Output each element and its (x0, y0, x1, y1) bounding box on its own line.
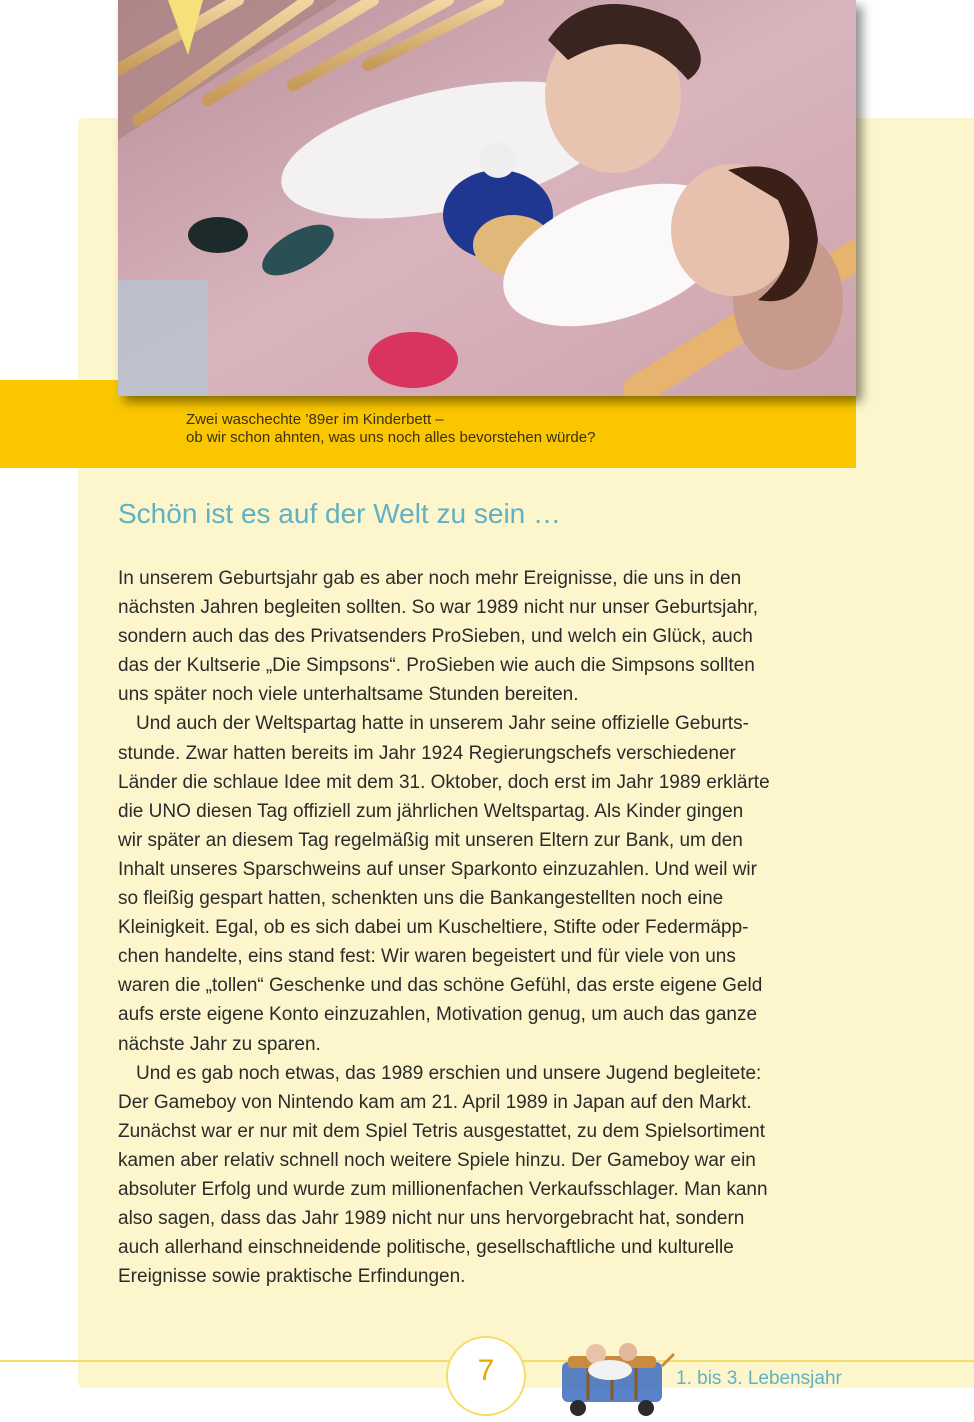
text-line: chen handelte, eins stand fest: Wir waren begeistert und für viele von uns (118, 946, 736, 968)
text-line: In unserem Geburtsjahr gab es aber noch mehr Ereignisse, die uns in den (118, 568, 742, 589)
paragraph (118, 709, 858, 1058)
article-body (118, 564, 858, 1291)
text-line: Und es gab noch etwas, das 1989 erschien und unsere Jugend begleitete: (136, 1062, 762, 1084)
section-heading: Schön ist es auf der Welt zu sein … (118, 498, 562, 529)
paragraph (118, 1059, 858, 1292)
text-line: Kleinigkeit. Egal, ob es sich dabei um Kuscheltiere, Stifte oder Federmäpp- (118, 917, 749, 939)
text-line: Inhalt unseres Sparschweins auf unser Sparkonto einzuzahlen. Und weil wir (118, 858, 757, 880)
text-line: waren die „tollen“ Geschenke und das schöne Gefühl, das erste eigene Geld (118, 975, 763, 997)
text-line: kamen aber relativ schnell noch weitere Spiele hinzu. Der Gameboy war ein (118, 1149, 756, 1171)
text-line: Ereignisse sowie praktische Erfindungen. (118, 1266, 466, 1288)
text-line: so fleißig gespart hatten, schenkten uns die Bankangestellten noch eine (118, 888, 724, 910)
text-line: das der Kultserie „Die Simpsons“. ProSieben wie auch die Simpsons sollten (118, 655, 755, 677)
text-line: stunde. Zwar hatten bereits im Jahr 1924 Regierungschefs verschiedener (118, 742, 736, 764)
text-line: absoluter Erfolg und wurde zum millionenfachen Verkaufsschlager. Man kann (118, 1178, 768, 1200)
caption-line: Zwei waschechte ’89er im Kinderbett – (186, 411, 444, 428)
text-line: die UNO diesen Tag offiziell zum jährlichen Weltspartag. Als Kinder gingen (118, 800, 744, 822)
baby-in-wagon-illustration (548, 1332, 676, 1417)
photo-caption (186, 411, 826, 447)
text-line: uns später noch viele unterhaltsame Stunden bereiten. (118, 684, 579, 706)
text-line: nächste Jahr zu sparen. (118, 1033, 321, 1055)
paragraph (118, 564, 858, 709)
caption-line: ob wir schon ahnten, was uns noch alles bevorstehen würde? (186, 429, 596, 446)
text-line: Länder die schlaue Idee mit dem 31. Oktober, doch erst im Jahr 1989 erklärte (118, 771, 770, 793)
text-line: Zunächst war er nur mit dem Spiel Tetris ausgestattet, zu dem Spielsortiment (118, 1120, 765, 1142)
chapter-label: 1. bis 3. Lebensjahr (676, 1368, 842, 1389)
text-line: wir später an diesem Tag regelmäßig mit unseren Eltern zur Bank, um den (118, 829, 743, 851)
text-line: sondern auch das des Privatsenders ProSieben, und welch ein Glück, auch (118, 626, 753, 648)
text-line: aufs erste eigene Konto einzuzahlen, Motivation genug, um auch das ganze (118, 1004, 758, 1026)
page-number: 7 (477, 1354, 495, 1387)
text-line: Und auch der Weltspartag hatte in unserem Jahr seine offizielle Geburts- (136, 713, 749, 735)
text-line: Der Gameboy von Nintendo kam am 21. April 1989 in Japan auf den Markt. (118, 1091, 752, 1113)
text-line: also sagen, dass das Jahr 1989 nicht nur uns hervorgebracht hat, sondern (118, 1208, 745, 1230)
photo-babies-in-crib (118, 0, 856, 396)
text-line: nächsten Jahren begleiten sollten. So war 1989 nicht nur unser Geburtsjahr, (118, 597, 759, 619)
text-line: auch allerhand einschneidende politische, gesellschaftliche und kulturelle (118, 1237, 734, 1259)
